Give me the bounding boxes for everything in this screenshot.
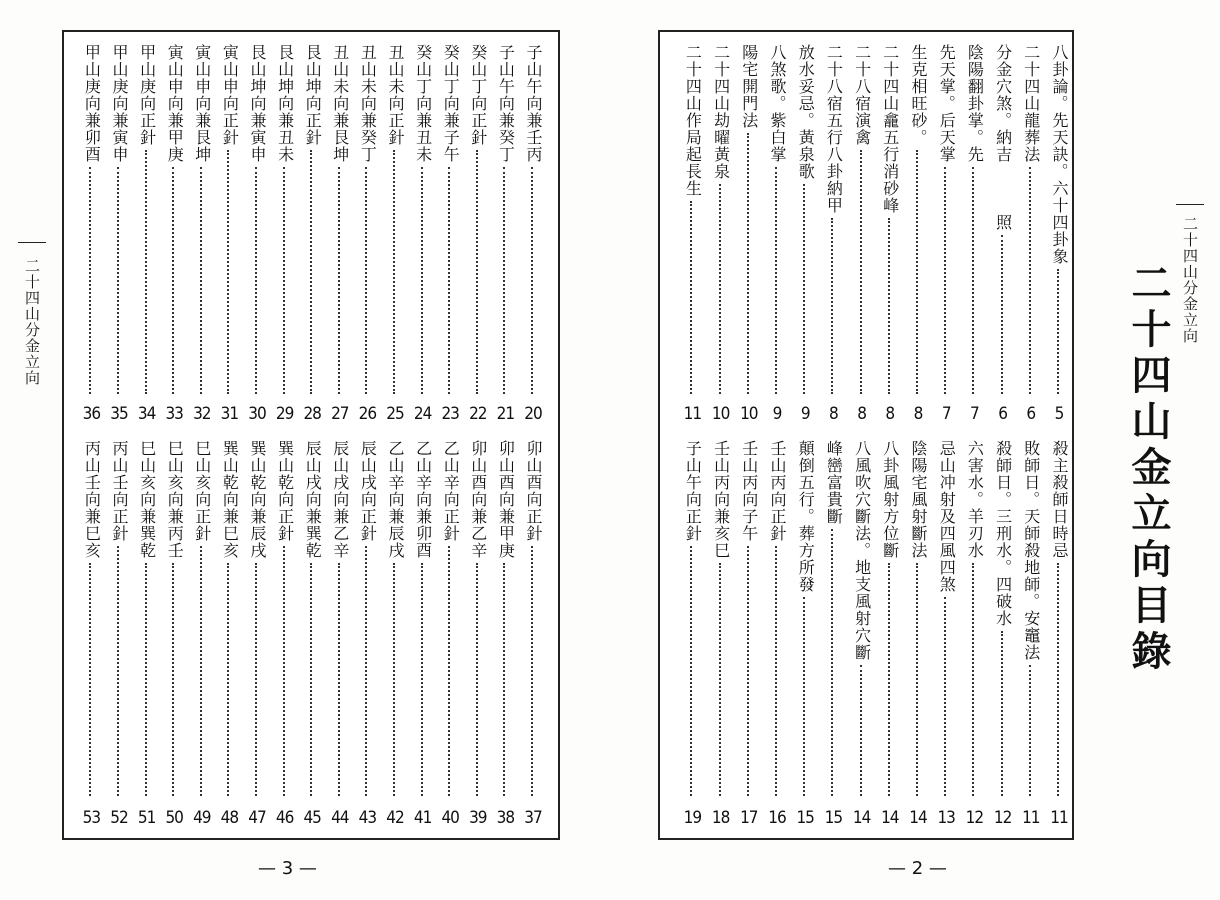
toc-page-number: 53 (82, 808, 101, 828)
toc-entry (272, 44, 298, 394)
toc-leader-dots (117, 167, 121, 394)
toc-page-number: 45 (303, 808, 321, 828)
toc-entry (520, 440, 546, 796)
toc-entry-title: 八卦論。先天訣。六十四卦象 (1050, 44, 1069, 265)
toc-entry (933, 44, 959, 394)
toc-page-number: 39 (469, 808, 487, 828)
toc-page-number: 10 (711, 404, 730, 424)
toc-entry-title: 甲山庚向兼卯酉 (82, 44, 102, 163)
left-running-header: 二十四山分金立向 (23, 258, 41, 386)
toc-leader-dots (421, 167, 425, 394)
toc-entry (244, 44, 270, 394)
toc-page-number: 36 (82, 404, 101, 424)
toc-entry (736, 44, 762, 394)
toc-entry-title: 殺主殺師日時忌 (1050, 440, 1069, 559)
toc-entry-title: 艮山坤向正針 (303, 44, 323, 146)
toc-page-number: 22 (469, 404, 487, 424)
toc-leader-dots (803, 597, 807, 796)
toc-entry (410, 44, 436, 394)
toc-leader-dots (365, 546, 369, 796)
toc-entry-title: 巽山乾向兼巳亥 (220, 440, 240, 559)
toc-leader-dots (803, 184, 807, 394)
toc-leader-dots (690, 546, 694, 796)
toc-entry-title: 子山午向正針 (683, 440, 703, 542)
toc-entry-title: 乙山辛向兼辰戌 (386, 440, 405, 559)
toc-leader-dots (503, 563, 507, 796)
toc-leader-dots (531, 167, 535, 394)
toc-leader-dots (1001, 631, 1005, 796)
toc-entry (849, 440, 875, 796)
toc-leader-dots (393, 563, 397, 796)
toc-entry-title: 巳山亥向兼丙壬 (165, 440, 185, 559)
right-running-header: 二十四山分金立向 (1181, 216, 1199, 344)
toc-leader-dots (1029, 665, 1033, 796)
toc-page-number: 6 (998, 404, 1007, 424)
toc-page-number: 9 (772, 404, 782, 424)
toc-entry (437, 44, 463, 394)
toc-entry-title: 陽宅開門法 (739, 44, 759, 129)
toc-entry (465, 440, 491, 796)
toc-entry (437, 440, 463, 796)
page-title: 二十四山金立向目錄 (1125, 262, 1172, 676)
toc-entry-title: 辰山戌向兼巽乾 (303, 440, 323, 559)
toc-leader-dots (775, 167, 779, 394)
toc-page-number: 50 (165, 808, 183, 828)
toc-page-number: 8 (829, 404, 838, 424)
toc-page-number: 7 (941, 404, 951, 424)
toc-entry-title: 子山午向兼壬丙 (524, 44, 543, 163)
toc-leader-dots (916, 150, 920, 394)
toc-page-number: 12 (965, 808, 984, 828)
toc-page-number: 42 (386, 808, 404, 828)
toc-page-number: 11 (683, 404, 702, 424)
toc-leader-dots (1057, 269, 1061, 394)
toc-entry-title: 壬山丙向子午 (739, 440, 759, 542)
toc-page-number: 27 (331, 404, 349, 424)
toc-leader-dots (1029, 167, 1033, 394)
toc-entry (354, 44, 380, 394)
toc-entry (492, 44, 518, 394)
toc-entry-title: 巳山亥向兼巽乾 (137, 440, 157, 559)
toc-entry-title: 顛倒五行。葬方所發 (796, 440, 816, 593)
toc-page-number: 11 (1022, 808, 1040, 828)
toc-entry (520, 44, 546, 394)
toc-page-number: 8 (857, 404, 866, 424)
toc-leader-dots (145, 563, 149, 796)
toc-entry-title: 二十八宿五行八卦納甲 (824, 44, 844, 214)
toc-entry (877, 440, 903, 796)
toc-leader-dots (117, 546, 121, 796)
toc-entry (1046, 44, 1072, 394)
toc-entry (492, 440, 518, 796)
toc-entry-title: 敗師日。天師殺地師。安竈法 (1021, 440, 1041, 661)
toc-entry (244, 440, 270, 796)
toc-leader-dots (172, 167, 176, 394)
toc-leader-dots (476, 563, 480, 796)
toc-page-number: 37 (524, 808, 542, 828)
toc-leader-dots (365, 167, 369, 394)
toc-page-number: 49 (193, 808, 211, 828)
toc-entry (961, 44, 987, 394)
toc-entry-title: 放水妥忌。黃泉歌 (796, 44, 816, 180)
toc-entry-title: 辰山戌向兼乙辛 (330, 440, 350, 559)
toc-entry-title: 生克相旺砂。 (909, 44, 928, 146)
toc-entry (78, 440, 104, 796)
toc-page-number: 48 (220, 808, 239, 828)
toc-entry-title: 丙山壬向正針 (110, 440, 129, 542)
toc-leader-dots (888, 563, 892, 796)
toc-entry (820, 440, 846, 796)
toc-entry-title: 忌山冲射及四風四煞 (937, 440, 957, 593)
toc-page-number: 18 (711, 808, 730, 828)
toc-page-number: 7 (970, 404, 979, 424)
toc-leader-dots (172, 563, 176, 796)
toc-entry-title: 分金穴煞。納吉 照 (993, 44, 1013, 231)
toc-leader-dots (775, 546, 779, 796)
toc-leader-dots (310, 150, 314, 394)
toc-leader-dots (145, 150, 149, 394)
toc-leader-dots (747, 133, 751, 394)
toc-entry-title: 六害水。羊刃水 (965, 440, 985, 559)
toc-leader-dots (255, 167, 259, 394)
toc-page-number: 16 (768, 808, 786, 828)
toc-entry (161, 44, 187, 394)
toc-leader-dots (860, 150, 864, 394)
toc-entry (990, 44, 1016, 394)
toc-entry-title: 卯山酉向兼乙辛 (468, 440, 488, 559)
toc-entry-title: 寅山申向兼艮坤 (192, 44, 212, 163)
toc-leader-dots (888, 218, 892, 394)
toc-leader-dots (1057, 563, 1061, 796)
toc-page-number: 14 (909, 808, 927, 828)
toc-entry (134, 440, 160, 796)
toc-page-number: 5 (1054, 404, 1064, 424)
toc-page-number: 44 (331, 808, 349, 828)
toc-page-number: 38 (496, 808, 515, 828)
toc-entry (161, 440, 187, 796)
toc-entry (465, 44, 491, 394)
toc-leader-dots (747, 546, 751, 796)
right-page-number: — 2 — (888, 858, 947, 879)
toc-leader-dots (227, 150, 231, 394)
toc-leader-dots (283, 167, 287, 394)
toc-entry (216, 440, 242, 796)
toc-entry (708, 440, 734, 796)
toc-leader-dots (719, 184, 723, 394)
toc-entry (189, 440, 215, 796)
toc-entry (877, 44, 903, 394)
toc-entry-title: 二十四山劫曜黃泉 (711, 44, 731, 180)
toc-entry-title: 巳山亥向正針 (192, 440, 212, 542)
left-page-number: — 3 — (258, 858, 317, 879)
toc-entry (134, 44, 160, 394)
toc-page-number: 17 (740, 808, 758, 828)
toc-entry-title: 巽山乾向兼辰戌 (248, 440, 267, 559)
toc-page-number: 34 (137, 404, 156, 424)
toc-entry-title: 艮山坤向兼丑未 (275, 44, 295, 163)
toc-entry (679, 44, 705, 394)
toc-page-number: 23 (441, 404, 459, 424)
toc-page-number: 32 (193, 404, 211, 424)
toc-entry-title: 卯山酉向正針 (524, 440, 543, 542)
toc-entry-title: 癸山丁向兼子午 (441, 44, 461, 163)
toc-entry (382, 440, 408, 796)
toc-page-number: 30 (248, 404, 266, 424)
toc-entry-title: 陰陽宅風射斷法 (909, 440, 928, 559)
toc-page-number: 14 (881, 808, 899, 828)
toc-page-number: 31 (220, 404, 239, 424)
toc-page-number: 40 (441, 808, 459, 828)
toc-leader-dots (89, 563, 93, 796)
toc-page-number: 15 (796, 808, 814, 828)
toc-page-number: 12 (993, 808, 1012, 828)
toc-leader-dots (200, 546, 204, 796)
toc-leader-dots (448, 167, 452, 394)
toc-entry-title: 壬山丙向正針 (768, 440, 787, 542)
toc-entry-title: 壬山丙向兼亥巳 (711, 440, 731, 559)
toc-page-number: 20 (524, 404, 542, 424)
toc-entry-title: 乙山辛向正針 (441, 440, 461, 542)
toc-page-number: 11 (1050, 808, 1068, 828)
toc-entry (106, 44, 132, 394)
toc-leader-dots (719, 563, 723, 796)
toc-page-number: 47 (248, 808, 266, 828)
toc-entry (299, 440, 325, 796)
toc-entry-title: 丙山壬向兼巳亥 (82, 440, 102, 559)
toc-entry-title: 甲山庚向兼寅申 (110, 44, 129, 163)
toc-page-number: 46 (275, 808, 294, 828)
toc-entry-title: 殺師日。三刑水。四破水 (993, 440, 1013, 627)
toc-page-number: 28 (303, 404, 321, 424)
toc-entry-title: 癸山丁向正針 (468, 44, 488, 146)
toc-page-number: 6 (1026, 404, 1036, 424)
toc-entry-title: 巽山乾向正針 (275, 440, 295, 542)
toc-entry (792, 440, 818, 796)
toc-entry-title: 二十四山龍葬法 (1021, 44, 1041, 163)
toc-entry-title: 辰山戌向正針 (358, 440, 378, 542)
toc-entry (820, 44, 846, 394)
toc-leader-dots (531, 546, 535, 796)
toc-page-number: 41 (413, 808, 432, 828)
toc-entry-title: 八卦風射方位斷 (880, 440, 900, 559)
toc-leader-dots (283, 546, 287, 796)
toc-entry (189, 44, 215, 394)
toc-entry-title: 峰巒富貴斷 (824, 440, 844, 525)
toc-entry-title: 丑山未向兼癸丁 (358, 44, 378, 163)
toc-entry (708, 44, 734, 394)
toc-leader-dots (421, 563, 425, 796)
toc-page-number: 14 (852, 808, 871, 828)
toc-leader-dots (227, 563, 231, 796)
toc-entry (1018, 44, 1044, 394)
toc-entry (679, 440, 705, 796)
toc-page-number: 25 (386, 404, 404, 424)
toc-entry (933, 440, 959, 796)
toc-entry (764, 440, 790, 796)
toc-entry-title: 寅山申向兼甲庚 (165, 44, 185, 163)
toc-leader-dots (338, 167, 342, 394)
toc-entry-title: 甲山庚向正針 (137, 44, 157, 146)
toc-entry-title: 陰陽翻卦掌。先 (965, 44, 985, 163)
toc-leader-dots (972, 167, 976, 394)
toc-page-number: 13 (937, 808, 955, 828)
toc-entry-title: 二十四山龕五行消砂峰 (880, 44, 900, 214)
toc-page-number: 33 (165, 404, 183, 424)
toc-entry (961, 440, 987, 796)
toc-entry (327, 440, 353, 796)
toc-page-number: 51 (137, 808, 156, 828)
toc-entry (327, 44, 353, 394)
toc-page-number: 10 (740, 404, 758, 424)
toc-entry-title: 二十四山作局起長生 (683, 44, 703, 197)
toc-entry (764, 44, 790, 394)
toc-leader-dots (393, 150, 397, 394)
toc-entry (272, 440, 298, 796)
toc-page-number: 9 (800, 404, 810, 424)
toc-page-number: 15 (824, 808, 843, 828)
toc-entry-title: 丑山未向正針 (386, 44, 405, 146)
toc-entry (792, 44, 818, 394)
toc-leader-dots (448, 546, 452, 796)
toc-page-number: 26 (358, 404, 377, 424)
toc-leader-dots (944, 597, 948, 796)
toc-leader-dots (944, 167, 948, 394)
toc-entry (382, 44, 408, 394)
toc-page-number: 19 (683, 808, 702, 828)
toc-entry-title: 先天掌。后天掌 (937, 44, 957, 163)
toc-entry-title: 卯山酉向兼甲庚 (496, 440, 516, 559)
toc-entry (106, 440, 132, 796)
toc-leader-dots (916, 563, 920, 796)
toc-entry (299, 44, 325, 394)
toc-leader-dots (972, 563, 976, 796)
toc-entry-title: 乙山辛向兼卯酉 (413, 440, 433, 559)
toc-leader-dots (860, 665, 864, 796)
toc-entry-title: 艮山坤向兼寅申 (248, 44, 267, 163)
toc-entry-title: 丑山未向兼艮坤 (330, 44, 350, 163)
toc-entry (354, 440, 380, 796)
toc-page-number: 35 (110, 404, 128, 424)
toc-leader-dots (310, 563, 314, 796)
toc-page-number: 21 (496, 404, 515, 424)
toc-leader-dots (503, 167, 507, 394)
toc-entry (216, 44, 242, 394)
toc-entry (905, 440, 931, 796)
toc-page-number: 24 (413, 404, 432, 424)
toc-leader-dots (338, 563, 342, 796)
toc-leader-dots (89, 167, 93, 394)
toc-leader-dots (255, 563, 259, 796)
toc-entry-title: 子山午向兼癸丁 (496, 44, 516, 163)
toc-leader-dots (1001, 235, 1005, 394)
toc-entry-title: 二十八宿演禽 (852, 44, 872, 146)
toc-leader-dots (476, 150, 480, 394)
toc-entry (849, 44, 875, 394)
toc-entry (905, 44, 931, 394)
toc-leader-dots (831, 218, 835, 394)
toc-entry (990, 440, 1016, 796)
toc-page-number: 52 (110, 808, 128, 828)
toc-leader-dots (200, 167, 204, 394)
toc-entry-title: 癸山丁向兼丑未 (413, 44, 433, 163)
toc-entry (1018, 440, 1044, 796)
toc-entry-title: 寅山申向正針 (220, 44, 240, 146)
toc-entry (78, 44, 104, 394)
toc-page-number: 8 (913, 404, 923, 424)
toc-page-number: 29 (275, 404, 294, 424)
toc-entry (736, 440, 762, 796)
toc-entry (1046, 440, 1072, 796)
toc-page-number: 8 (885, 404, 895, 424)
toc-leader-dots (831, 529, 835, 796)
toc-entry-title: 八煞歌。紫白掌 (768, 44, 787, 163)
toc-entry-title: 八風吹穴斷法。地支風射穴斷 (852, 440, 872, 661)
toc-entry (410, 440, 436, 796)
toc-page-number: 43 (358, 808, 377, 828)
toc-leader-dots (690, 201, 694, 394)
